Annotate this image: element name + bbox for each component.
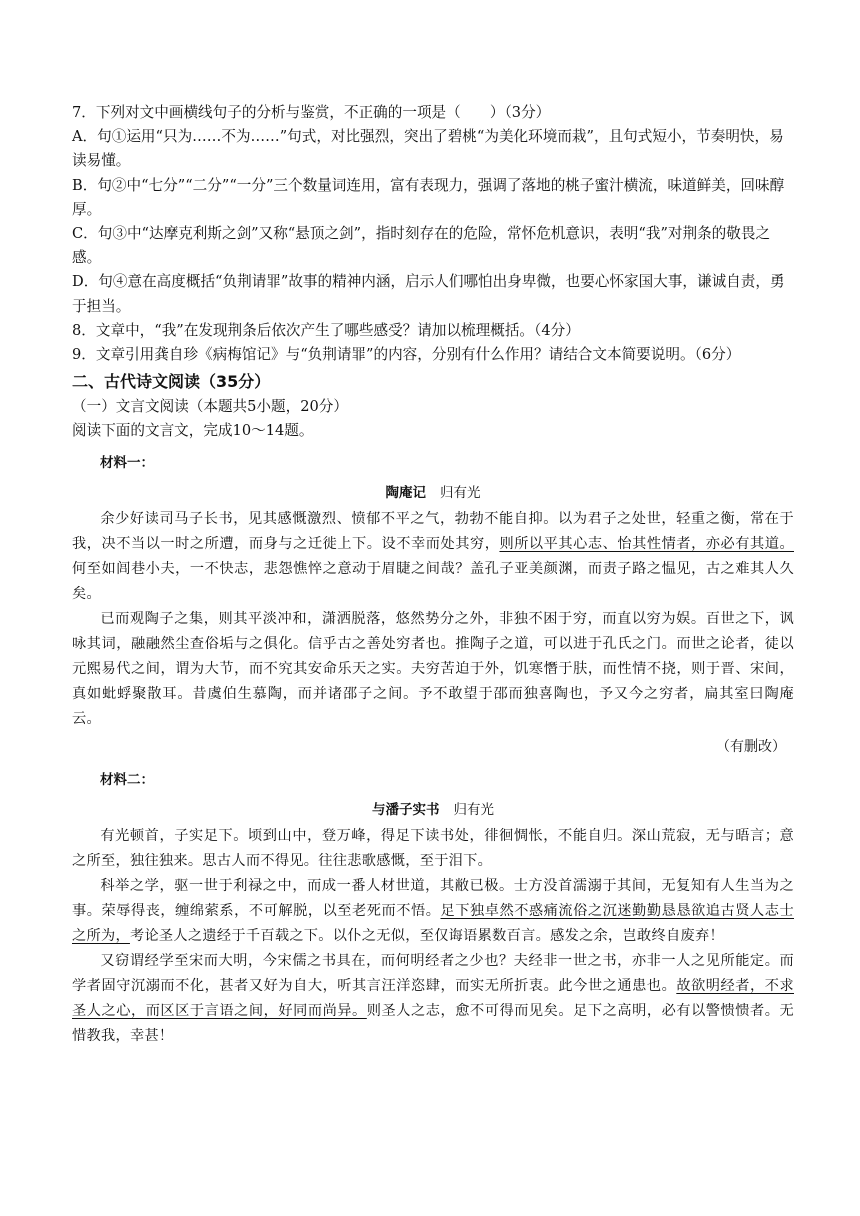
text-segment: 则圣人之志，愈不可得而见矣。足下之高明，必有以警愦愦者。无惜教我，幸甚！ xyxy=(72,1003,794,1045)
material-2-label: 材料二： xyxy=(100,772,154,789)
abridged-note: （有删改） xyxy=(716,739,786,756)
section-title: 二、古代诗文阅读（35分） xyxy=(72,372,271,392)
material-1-label: 材料一： xyxy=(100,455,154,472)
option-a: A．句①运用“只为……不为……”句式，对比强烈，突出了碧桃“为美化环境而栽”，且句式短小，节奏明快，易读易懂。 xyxy=(72,128,784,170)
option-b: B．句②中“七分”“二分”“一分”三个数量词连用，富有表现力，强调了落地的桃子蜜汁横流，味道鲜美，回味醇厚。 xyxy=(72,176,785,218)
material-2-author: 归有光 xyxy=(453,802,494,819)
underlined-sentence: 足下独卓然不惑痛流俗之沉迷勤勤恳恳欲追古贤人志士之所为， xyxy=(72,903,794,945)
text-segment: 何至如闾巷小夫，一不快志，悲怨憔悴之意动于眉睫之间哉？盖孔子亚美颜渊，而责子路之愠见，古之难其人久矣。 xyxy=(72,561,794,603)
option-c: C．句③中“达摩克利斯之剑”又称“悬顶之剑”，指时刻存在的危险，常怀危机意识，表明“我”对荆条的敬畏之感。 xyxy=(72,225,771,267)
text-segment: 又窃谓经学至宋而大明，今宋儒之书具在，而何明经者之少也？夫经非一世之书，亦非一人之见所能定。而学者固守沉溺而不化，甚者又好为自大，听其言汪洋恣肆，而实无所折衷。此今世之通患也。 xyxy=(72,953,794,995)
underlined-sentence: 故欲明经者，不求圣人之心，而区区于言语之间，好同而尚异。 xyxy=(72,978,794,1020)
material-2-paragraph-3 xyxy=(72,949,794,1049)
material-2-paragraph-1: 有光顿首，子实足下。顷到山中，登万峰，得足下读书处，徘徊惆怅，不能自归。深山荒寂，无与晤言；意之所至，独往独来。思古人而不得见。往往悲歌感慨，至于泪下。 xyxy=(72,828,794,870)
material-1-author: 归有光 xyxy=(440,485,481,502)
reading-instruction: 阅读下面的文言文，完成10～14题。 xyxy=(72,422,314,440)
material-1-heading xyxy=(72,481,794,505)
text-segment: 余少好读司马子长书，见其感慨激烈、愤郁不平之气，勃勃不能自抑。以为君子之处世，轻重之衡，常在于我，决不当以一时之所遭，而身与之迁徙上下。设不幸而处其穷， xyxy=(72,511,794,553)
material-1-title: 陶庵记 xyxy=(385,485,426,502)
text-segment: 科举之学，驱一世于利禄之中，而成一番人材世道，其敝已极。士方没首濡溺于其间，无复知有人生当为之事。荣辱得丧，缠绵萦系，不可解脱，以至老死而不悟。 xyxy=(72,878,794,920)
question-9: 9．文章引用龚自珍《病梅馆记》与“负荆请罪”的内容，分别有什么作用？请结合文本简要说明。（6分） xyxy=(72,346,741,364)
material-2-title: 与潘子实书 xyxy=(372,802,440,819)
text-segment: 考论圣人之遗经于千百载之下。以仆之无似，至仅诲语累数百言。感发之余，岂敢终自废弃！ xyxy=(129,928,724,945)
material-1-paragraph-2: 已而观陶子之集，则其平淡冲和，潇洒脱落，悠然势分之外，非独不困于穷，而直以穷为娱。百世之下，讽咏其词，融融然尘查俗垢与之俱化。信乎古之善处穷者也。推陶子之道，可以进于孔氏之门。而世之论者，徒以元熙易代之间，谓为大节，而不究其安命乐天之实。夫穷苦迫于外，饥寒憯于肤，而性情不挠，则于晋、宋间，真如蚍蜉聚散耳。昔虞伯生慕陶，而并诸邵子之间。予不敢望于邵而独喜陶也，予又今之穷者，扁其室曰陶庵云。 xyxy=(72,611,794,728)
material-1-paragraph-1 xyxy=(72,507,794,607)
question-8: 8．文章中，“我”在发现荆条后依次产生了哪些感受？请加以梳理概括。（4分） xyxy=(72,321,580,339)
material-2-paragraph-2 xyxy=(72,874,794,949)
underlined-sentence: 则所以平其心志、怡其性情者，亦必有其道。 xyxy=(499,536,794,553)
option-d: D．句④意在高度概括“负荆请罪”故事的精神内涵，启示人们哪怕出身卑微，也要心怀家国大事，谦诚自责，勇于担当。 xyxy=(72,273,785,315)
question-7: 7．下列对文中画横线句子的分析与鉴赏，不正确的一项是（ ）（3分） xyxy=(72,104,551,121)
subsection-title: （一）文言文阅读（本题共5小题，20分） xyxy=(72,398,348,416)
material-2-heading xyxy=(72,798,794,822)
